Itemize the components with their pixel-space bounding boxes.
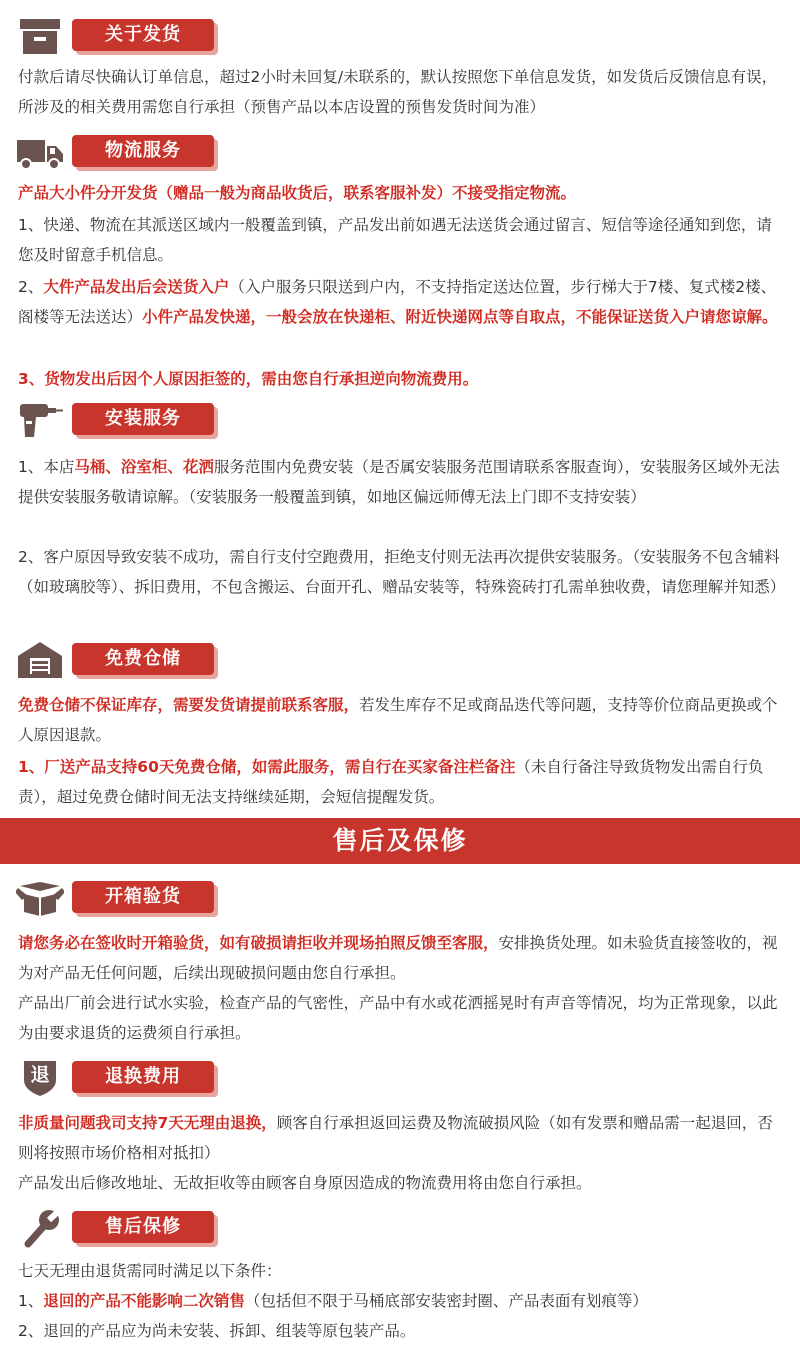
warranty-title: 售后保修 <box>72 1211 214 1243</box>
inspect-text: 请您务必在签收时开箱验货，如有破损请拒收并现场拍照反馈至客服，安排换货处理。如未验货直接签收的，视为对产品无任何问题，后续出现破损问题由您自行承担。 <box>18 934 778 982</box>
warranty-section-header <box>0 1206 800 1250</box>
return-section-header <box>0 1056 800 1100</box>
install-title: 安装服务 <box>72 403 214 435</box>
return-title: 退换费用 <box>72 1061 214 1093</box>
logistics-title: 物流服务 <box>72 135 214 167</box>
inspect-title: 开箱验货 <box>72 881 214 913</box>
inspect-section-header <box>0 876 800 920</box>
inspect-item-2: 产品出厂前会进行试水实验，检查产品的气密性，产品中有水或花洒摇晃时有声音等情况，均为正常现象，以此为由要求退货的运费须自行承担。 <box>18 994 778 1042</box>
warranty-text: 七天无理由退货需同时满足以下条件： <box>18 1262 282 1280</box>
logistics-section-header <box>0 130 800 174</box>
warehouse-icon <box>16 640 64 680</box>
box-icon <box>16 16 64 56</box>
return-text: 非质量问题我司支持7天无理由退换，顾客自行承担返回运费及物流破损风险（如有发票和赠品需一起退回，否则将按照市场价格相对抵扣） <box>18 1114 773 1162</box>
drill-icon <box>16 400 64 440</box>
install-item-2: 2、客户原因导致安装不成功，需自行支付空跑费用，拒绝支付则无法再次提供安装服务。（安装服务不包含辅料（如玻璃胶等）、拆旧费用，不包含搬运、台面开孔、赠品安装等，特殊瓷砖打孔需单独收费，请您理解并知悉） <box>18 548 786 596</box>
truck-icon <box>16 132 64 172</box>
shipping-section-header <box>0 14 800 58</box>
logistics-item-2: 2、大件产品发出后会送货入户（入户服务只限送到户内，不支持指定送达位置，步行梯大于7楼、复式楼2楼、阁楼等无法送达）小件产品发快递，一般会放在快递柜、附近快递网点等自取点，不能保证送货入户请您谅解。 <box>18 278 778 326</box>
storage-title: 免费仓储 <box>72 643 214 675</box>
warranty-item-2: 2、退回的产品应为尚未安装、拆卸、组装等原包装产品。 <box>18 1322 416 1340</box>
install-item-1: 1、本店马桶、浴室柜、花洒服务范围内免费安装（是否属安装服务范围请联系客服查询），安装服务区域外无法提供安装服务敬请谅解。（安装服务一般覆盖到镇，如地区偏远师傅无法上门即不支持安装） <box>18 458 780 506</box>
wrench-icon <box>16 1208 64 1248</box>
return-icon-label: 退 <box>30 1064 50 1086</box>
shipping-text: 付款后请尽快确认订单信息，超过2小时未回复/未联系的，默认按照您下单信息发货，如发货后反馈信息有误，所涉及的相关费用需您自行承担（预售产品以本店设置的预售发货时间为准） <box>18 68 778 116</box>
install-section-header <box>0 398 800 442</box>
logistics-item-1: 1、快递、物流在其派送区域内一般覆盖到镇，产品发出前如遇无法送货会通过留言、短信等途径通知到您，请您及时留意手机信息。 <box>18 216 772 264</box>
logistics-item-3: 3、货物发出后因个人原因拒签的，需由您自行承担逆向物流费用。 <box>18 370 479 388</box>
storage-item-1: 1、厂送产品支持60天免费仓储，如需此服务，需自行在买家备注栏备注（未自行备注导致货物发出需自行负责），超过免费仓储时间无法支持继续延期，会短信提醒发货。 <box>18 758 764 806</box>
warranty-item-1: 1、退回的产品不能影响二次销售（包括但不限于马桶底部安装密封圈、产品表面有划痕等） <box>18 1292 648 1310</box>
shipping-title: 关于发货 <box>72 19 214 51</box>
open-box-icon <box>16 878 64 918</box>
storage-text: 免费仓储不保证库存，需要发货请提前联系客服，若发生库存不足或商品迭代等问题，支持等价位商品更换或个人原因退款。 <box>18 696 778 744</box>
return-shield-icon <box>16 1058 64 1098</box>
after-sales-banner: 售后及保修 <box>0 818 800 864</box>
return-item-2: 产品发出后修改地址、无故拒收等由顾客自身原因造成的物流费用将由您自行承担。 <box>18 1174 592 1192</box>
storage-section-header <box>0 638 800 682</box>
logistics-highlight-text: 产品大小件分开发货（赠品一般为商品收货后，联系客服补发）不接受指定物流。 <box>18 184 577 202</box>
